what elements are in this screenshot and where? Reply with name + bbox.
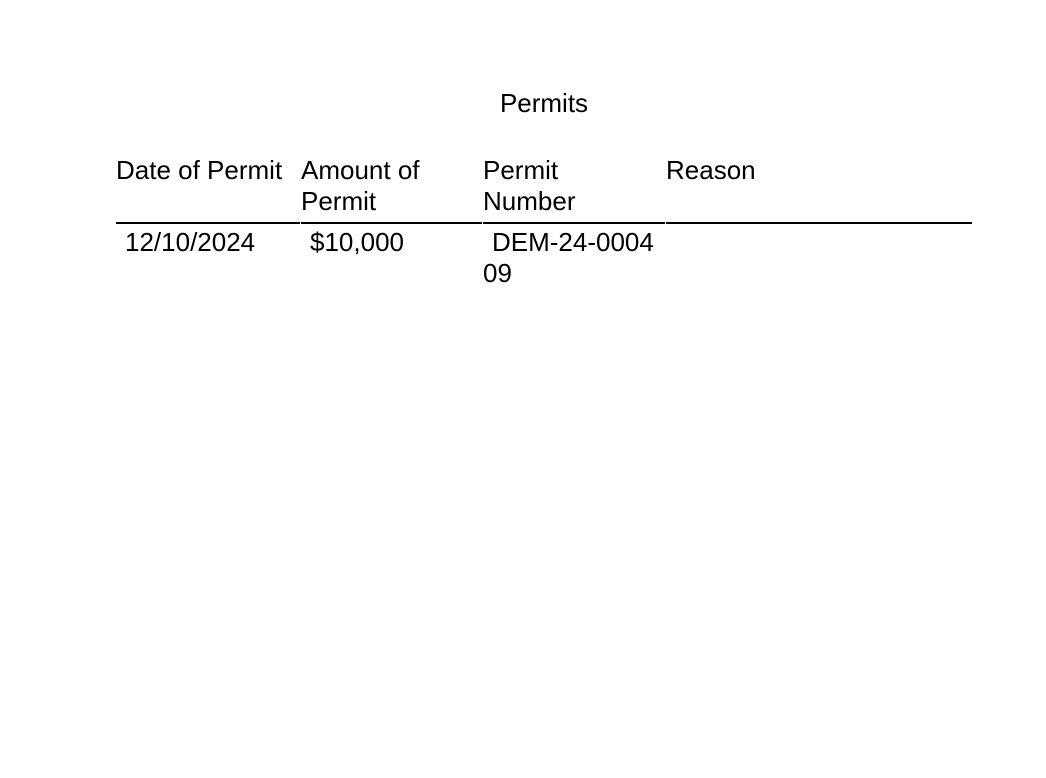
column-header-reason: Reason [666,155,972,224]
cell-date-of-permit: 12/10/2024 [125,227,256,257]
column-header-permit-number: Permit Number [483,155,665,224]
page-title: Permits [499,88,589,118]
document-page [0,88,1046,778]
table-header-row [116,155,972,224]
column-header-date-of-permit: Date of Permit [116,155,300,224]
column-header-amount-of-permit: Amount of Permit [301,155,482,224]
cell-permit-number: DEM-24-000409 [483,227,654,288]
permits-table [115,155,973,289]
table-row [116,224,972,289]
cell-reason [666,224,972,289]
cell-amount-of-permit: $10,000 [310,227,404,257]
